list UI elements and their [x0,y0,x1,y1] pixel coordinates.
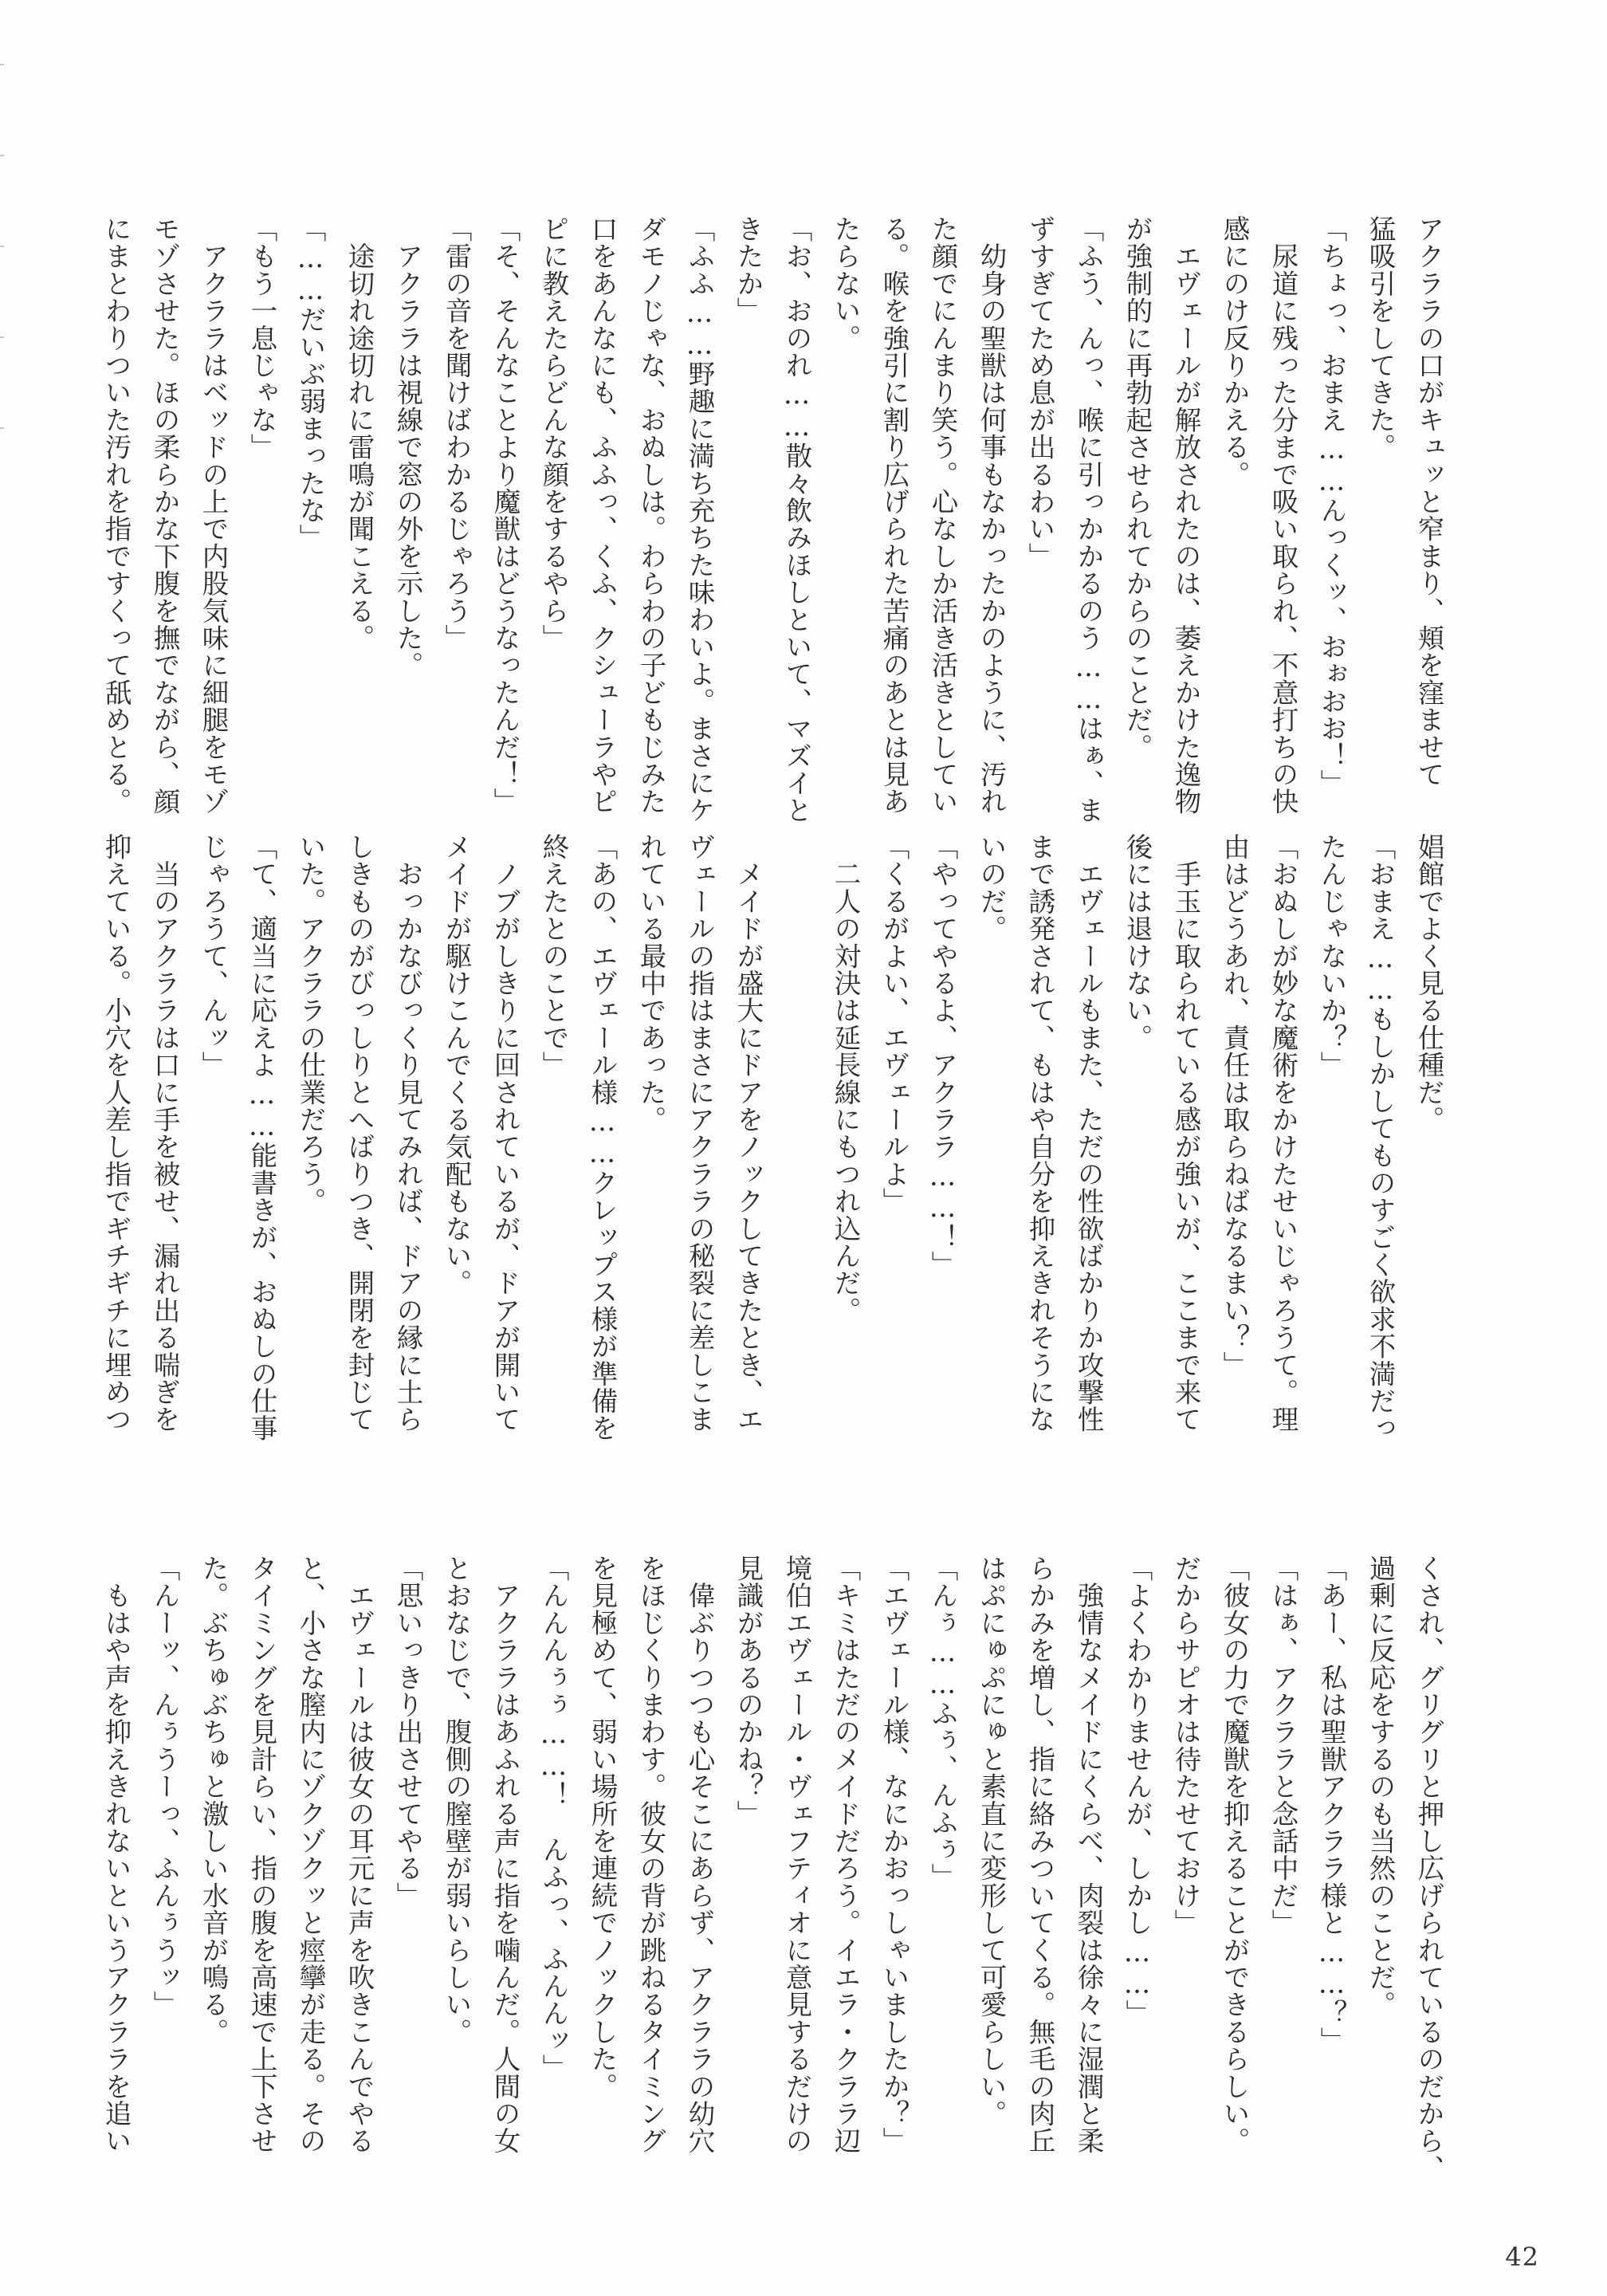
text-line: ノブがしきりに回されているが、ドアが開いて [489,833,521,1433]
text-line: いた。アクララの仕業だろう。 [295,833,326,1215]
text-line: きたか」 [733,215,764,324]
text-line: エヴェールは彼女の耳元に声を吹きこんでやる [344,1555,375,2155]
text-line: 「……だいぶ弱まったな」 [295,215,326,552]
edge-mark [0,246,4,247]
text-line: をほじくりまわす。彼女の背が跳ねるタイミング [635,1555,666,2155]
text-line: る。喉を強引に割り広げられた苦痛のあとは見あ [878,215,910,816]
text-line: 「エヴェール様、なにかおっしゃいましたか？」 [878,1555,910,2155]
text-line: 「ふう、んっ、喉に引っかかるのう……はぁ、ま [1073,215,1104,824]
text-line: じゃろうて、んッ」 [198,833,229,1079]
text-line: タイミングを見計らい、指の腹を高速で上下させ [246,1555,277,2155]
text-line: 「よくわかりませんが、しかし……」 [1122,1555,1153,2027]
edge-mark [0,155,4,156]
text-block-top [92,215,1453,824]
page-edge-marks [0,64,5,542]
text-line: が強制的に再勃起させられてからのことだ。 [1122,215,1153,761]
text-line: を見極めて、弱い場所を連続でノックした。 [587,1555,618,2100]
text-line: 「ふふ……野趣に満ち充ちた味わいよ。まさにケ [684,215,715,824]
text-line: 「彼女の力で魔獣を抑えることができるらしい。 [1219,1555,1250,2155]
text-line: 感にのけ反りかえる。 [1219,215,1250,488]
text-line: 二人の対決は延長線にもつれ込んだ。 [830,833,861,1324]
text-line: くされ、グリグリと押し広げられているのだから、 [1413,1555,1444,2182]
text-line: 途切れ途切れに雷鳴が聞こえる。 [344,215,375,652]
text-line: 「おぬしが妙な魔術をかけたせいじゃろうて。理 [1267,833,1299,1433]
text-line: たらない。 [830,215,861,352]
text-line: アクララはあふれる声に指を噛んだ。人間の女 [489,1555,521,2155]
text-line: 「そ、そんなことより魔獣はどうなったんだ！」 [489,215,521,816]
text-line: 「はぁ、アクララと念話中だ」 [1267,1555,1299,1936]
text-line: 「キミはただのメイドだろう。イエラ・クララ辺 [830,1555,861,2155]
text-line: 猛吸引をしてきた。 [1365,215,1396,461]
text-line: らかみを増し、指に絡みついてくる。無毛の肉丘 [1024,1555,1055,2155]
text-line: た。ぶちゅぶちゅと激しい水音が鳴る。 [198,1555,229,2046]
text-line: 見識があるのかね？」 [733,1555,764,1827]
text-line: メイドが駆けこんでくる気配もない。 [441,833,472,1297]
text-block-middle [92,833,1453,1666]
text-line: ヴェールの指はまさにアクララの秘裂に差しこま [684,833,715,1433]
text-line: 「んーッ、んぅうーっ、ふんぅうッ」 [149,1555,180,2019]
text-line: ピに教えたらどんな顔をするやら」 [538,215,569,652]
text-line: 過剰に反応をするのも当然のことだ。 [1365,1555,1396,2019]
text-line: 「んんんぅぅ……！ んふっ、ふんんッ」 [538,1555,569,2082]
text-line: 境伯エヴェール・ヴェフティオに意見するだけの [781,1555,812,2155]
text-line: 幼身の聖獣は何事もなかったかのように、汚れ [976,215,1007,816]
text-line: もはや声を抑えきれないというアクララを追い [100,1555,132,2155]
text-line: とおなじで、腹側の膣壁が弱いらしい。 [441,1555,472,2046]
page-number: 42 [1505,2242,1539,2272]
text-line: 「思いっきり出させてやる」 [392,1555,423,1909]
text-line: おっかなびっくり見てみれば、ドアの縁に土ら [392,833,423,1433]
text-line: た顔でにんまり笑う。心なしか活き活きとしてい [927,215,958,816]
text-line: しきものがびっしりとへばりつき、開閉を封じて [344,833,375,1433]
text-line: 当のアクララは口に手を被せ、漏れ出る喘ぎを [149,833,180,1433]
text-line: 尿道に残った分まで吸い取られ、不意打ちの快 [1267,215,1299,816]
text-line: たんじゃないか？」 [1316,833,1347,1079]
text-line: 「あー、私は聖獣アクララ様と……？」 [1316,1555,1347,2054]
text-line: 「おまえ……もしかしてものすごく欲求不満だっ [1365,833,1396,1442]
text-line: はぷにゅぷにゅと素直に変形して可愛らしい。 [976,1555,1007,2128]
text-line: アクララの口がキュッと窄まり、頬を窪ませて [1413,215,1444,788]
edge-mark [0,427,4,429]
text-line: モゾさせた。ほの柔らかな下腹を撫でながら、顔 [149,215,180,816]
text-line: 偉ぶりつつも心そこにあらず、アクララの幼穴 [684,1555,715,2155]
text-line: アクララは視線で窓の外を示した。 [392,215,423,679]
text-line: 「くるがよい、エヴェールよ」 [878,833,910,1215]
text-line: 「雷の音を聞けばわかるじゃろう」 [441,215,472,652]
text-line: 「て、適当に応えよ……能書きが、おぬしの仕事 [246,833,277,1442]
text-line: 「んぅ……ふぅ、んふぅ」 [927,1555,958,1891]
text-line: 後には退けない。 [1122,833,1153,1052]
text-line: 抑えている。小穴を人差し指でギチギチに埋めつ [100,833,132,1433]
text-line: 「やってやるよ、アクララ……！」 [927,833,958,1279]
text-line: いのだ。 [976,833,1007,942]
text-line: 口をあんなにも、ふふっ、くふ、クシューラやピ [587,215,618,816]
edge-mark [0,64,4,65]
text-line: にまとわりついた汚れを指ですくって舐めとる。 [100,215,132,816]
text-line: ダモノじゃな、おぬしは。わらわの子どもじみた [635,215,666,816]
text-line: だからサピオは待たせておけ」 [1170,1555,1201,1936]
text-line: アクララはベッドの上で内股気味に細腿をモゾ [198,215,229,816]
text-line: ずすぎてため息が出るわい」 [1024,215,1055,570]
text-line: 「もう一息じゃな」 [246,215,277,461]
text-line: エヴェールもまた、ただの性欲ばかりか攻撃性 [1073,833,1104,1433]
text-line: 強情なメイドにくらべ、肉裂は徐々に湿潤と柔 [1073,1555,1104,2155]
text-line: メイドが盛大にドアをノックしてきたとき、エ [733,833,764,1433]
text-line: れている最中であった。 [635,833,666,1134]
text-line: 手玉に取られている感が強いが、ここまで来て [1170,833,1201,1433]
text-line: 娼館でよく見る仕種だ。 [1413,833,1444,1134]
edge-mark [0,336,4,338]
text-line: エヴェールが解放されたのは、萎えかけた逸物 [1170,215,1201,816]
text-line: 「あの、エヴェール様……クレップス様が準備を [587,833,618,1442]
text-line: と、小さな膣内にゾクゾクッと痙攣が走る。その [295,1555,326,2155]
text-line: 「お、おのれ……散々飲みほしといて、マズイと [781,215,812,824]
text-line: まで誘発されて、もはや自分を抑えきれそうにな [1024,833,1055,1433]
text-line: 「ちょっ、おまえ……んっくッ、おぉおお！」 [1316,215,1347,797]
text-line: 由はどうあれ、責任は取らねばなるまい？」 [1219,833,1250,1378]
text-block-bottom [92,1555,1453,2232]
text-line: 終えたとのことで」 [538,833,569,1079]
blank-line [772,833,821,1666]
